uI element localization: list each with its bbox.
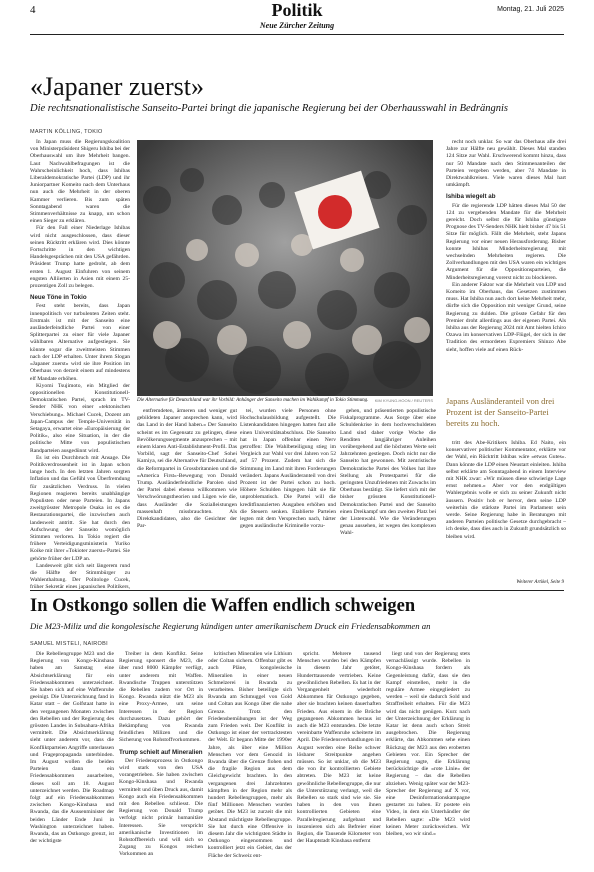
paragraph: tritt des Abe-Kritikers Ishiba. Ed Naito, ein konservativer politischer Kommentator, erklärte vor der Wahl, ein Rücktritt Ishibas wäre «etwas Gutes». Dann könnte die LDP einen Neustart einleiten. Ishiba selbst erklärte am Sonntagabend in einem Interview mit NHK zwar: «Wir müssen diese schwierige Lage ernst nehmen.» Aber vor den endgültigen Wahlergebnis wolle er sich zu seiner Zukunft nicht äussern. Positiv hob er hervor, dem seine LDP weiterhin die stärkste Partei im Parlament sein werde. Seine Regierung habe in Beratungen mit anderen Parteien politische Gesetze durchgebracht – ich denke, dass dies auch in Zukunft grundsätzlich so bleiben wird. [446, 440, 566, 540]
paragraph: liegt und von der Regierung stets vernachlässigt wurde. Rebellen in Kongo-Kinshasa fordern als Gegenleistung dafür, dass sie den Kampf einstellen, mehr in die reguläre Armee eingegliedert zu werden – weil sie dadurch Sold und Straffreiheit erhalten. Für die M23 wird das nicht genügen. Kurz nach der Unterzeichnung der Erklärung in Katar ist denn auch schon Streit ausgebrochen. Die Regierung erklärte, das Abkommen sehe einen Rückzug der M23 aus den eroberten Gebieten vor. Ein Sprecher der Regierung sagte, die Erklärung berücksichtige die «rote Linie» der Regierung – das die Rebellen abziehen. Wenig später war der M23-Sprecher der Regierung auf X vor, eine Desinformationskampagne gestartet zu haben. Er postete ein Video, in dem ein Unterhändler der Rebellen sagte: «Die M23 wird keinen Meter zurückweichen. Wir bleiben, wo wir sind.» [386, 651, 470, 838]
article-column-lower-1 [137, 408, 237, 584]
subhead: Ishiba wiegelt ab [446, 193, 496, 201]
article-column-lower-4 [446, 440, 566, 580]
paragraph: Treiber in dem Konflikt. Seine Regierung sponsert die M23, die über rund 8000 Kämpfer verfügt, unter anderem mit Waffen. Rwandische Truppen unterstützen die Rebellen zudem vor Ort in Kongo. Rwanda nützt die M23 als eine Proxy-Armee, um seine Interessen in der Region durchzusetzen. Dazu gehört der Bekämpfung von Rwanda feindlichen Milizen und die Sicherung von Rohstoffvorkommen. [119, 651, 203, 744]
article2-headline[interactable]: In Ostkongo sollen die Waffen endlich schweigen [30, 596, 416, 616]
photo-credit: KIM KYUNG-HOON / REUTERS [374, 398, 433, 403]
subhead: Neue Töne in Tokio [30, 294, 87, 302]
article-column-lower-2 [240, 408, 336, 584]
paragraph: Es ist ein Durchbruch mit Ansage. Die Politikverdrossenheit ist in Japan schon lange hoch. In den letzten Jahren sorgten Inflation und das Gefühl von Überfremdung für zusätzlichen Verdruss. In vielen Regionen reagieren bereits unabhängige Populisten oder neue Parteien. In Japans zweitgrösster Metropole Osaka ist es die Restaurationspartei, die inzwischen auch landesweit antritt. Sie hat durch den Aufschwung der Sanseito womöglich Stimmen verloren. In Tokio regiert die frühere Verteidigungsministerin Yuriko Koike mit ihrer «Tokioter zuerst»-Partei. Sie gehörte früher der LDP an. [30, 454, 130, 562]
cross-reference[interactable]: Weiterer Artikel, Seite 9 [516, 580, 564, 585]
section-title: Politik [271, 0, 323, 20]
paragraph: Fest steht bereits, dass Japan innenpolitisch vor turbulenten Zeiten steht. Erstmals ist mit der Sanseito eine ausländerfeindliche Partei von einer Splitterpartei zu einer für viele Japaner wählbaren Alternative aufgestiegen. Sie könnte sogar die zweitmeisten Stimmen nach der LDP erhalten. Unter ihrem Slogan «Japaner zuerst» wird sie ihre Position im Oberhaus von derzeit einem auf mindestens elf Mandate erhöhen. [30, 303, 130, 382]
article2-byline: SAMUEL MISTELI, NAIROBI [30, 641, 108, 647]
paragraph: Die Rebellengruppe M23 und die Regierung von Kongo-Kinshasa haben am Samstag eine Absichtserklärung für ein Friedensabkommen unterzeichnet. Sie haben sich auf eine Waffenruhe geeinigt. Die Unterzeichnung fand in Katar statt – der Golfstaat hatte in den vergangenen Monaten zwischen den Rebellen und der Regierung des grössten Landes in Subsahara-Afrika vermittelt. Die Absichtserklärung sieht unter anderem vor, dass die Konfliktparteien Angriffe unterlassen und Fragepropaganda unterbinden. Im August wollen die beiden Parteien dann ein Friedensabkommen ausarbeiten, dieses soll am 18. August unterzeichnet werden. Die Roadmap folgt auf ein Friedensabkommen zwischen Kongo-Kinshasa und Rwanda, das die Aussenminister der beiden Länder Ende Juni in Washington unterzeichnet haben. Rwanda, das an Ostkongo grenzt, ist der wichtigste [30, 651, 114, 845]
paragraph: Kiyomi Tsujimoto, ein Mitglied der oppositionellen Konstitutionell-Demokratischen Partei, sprach im TV-Sender NHK von einer «tektonischen Verschiebung». Michael Cucek, Dozent am Japan-Campus der Temple-Universität in Setagaya, erwartet eine «Europäisierung der Politik», also eine Situation, in der die politische Mitte von populistischen Randparteien ausgedünnt wird. [30, 382, 130, 454]
issue-date: Montag, 21. Juli 2025 [497, 6, 564, 13]
article-photo[interactable] [137, 140, 433, 396]
header-rule [30, 34, 564, 35]
pull-quote: Japans Ausländeranteil von drei Prozent ist der Sanseito-Partei bereits zu hoch. [446, 396, 555, 428]
paragraph: Der Friedensprozess in Ostkongo wird stark von den USA vorangetrieben. Sie haben zwischen Kongo-Kinshasa und Rwanda vermittelt und üben Druck aus, damit Kongo auch ein Friedensabkommen mit den Rebellen schliesst. Die Regierung von Donald Trump verfolgt nicht primär humanitäre Interessen. Sie verspricht amerikanische Investitionen im Rohstoffbereich und will sich so Zugang zu Kongos reichen Vorkommen an [119, 757, 203, 858]
paragraph: Landesweit gibt sich seit längerem rund die Hälfte der Stimmbürger zu Wahlenthaltung. Der Politologe Cucek, früher Sekretär eines japanischen Politikers, [30, 562, 130, 589]
paragraph: recht noch unklar. So war das Oberhaus alle drei Jahre zur Hälfte neu gewählt. Dieses Mal standen 124 Sitze zur Wahl. Erschwerend kommt hinzu, dass nur 50 Mandate nach den Stimmenanteilen der Parteien vergeben werden, aber 74 Mandate in Direktwahlkreisen. Viele waren dieses Mal hart umkämpft. [446, 139, 566, 189]
paragraph: kritischen Mineralien wie Lithium oder Coltan sichern. Offenbar gibt es auch Pläne, kongolesische Mineralien in einer neuen Schmelzerei in Rwanda zu verarbeiten. Bisher beteiligte sich Rwanda am Schmuggel von Gold und Coltan aus Kongo über die nahe Grenze. Trotz den Friedensbemühungen ist der Weg zum Frieden weit. Der Konflikt in Ostkongo ist einer der vertracktesten der Welt. Er begann Mitte der 1990er Jahre, als über eine Million Menschen vor dem Genozid in Rwanda über die Grenze flohen und die fragile Region aus dem Gleichgewicht brachten. In den vergangenen drei Jahrzehnten kämpften in der Region mehr als hundert Rebellengruppen, mehr als fünf Millionen Menschen wurden getötet. Die M23 ist zurzeit die mit Abstand mächtigste Rebellengruppe. Sie hat durch eine Offensive in diesem Jahr die wichtigsten Städte in Ostkongo eingenommen und kontrolliert jetzt ein Gebiet, das der Fläche der Schweiz ent- [208, 651, 292, 859]
paragraph: Ein anderer Faktor war die Mehrheit von LDP und Komeito im Oberhaus, das Gesetzen zustimmen muss. Hat Ishiba nun auch dort keine Mehrheit mehr, dürfte sich die Opposition mit weniger Grund, seine Regierung zu dulden. Die grösste Gefahr für den Premier droht allerdings aus der eigenen Partei. Als Ishiba aus der Regierung 2024 mit Amt hielten Ichiro Ozawa im konservativen LDP-Flügel, der sich in der Tradition des ermordeten Expremiers Shinzo Abe sieht, hoffen viele auf einen Rück- [446, 281, 566, 353]
paragraph: Für die regierende LDP hätten dieses Mal 50 der 124 zu vergebenden Mandate für die Mehrheit gereicht. Doch selbst die für Ishiba günstigste Prognose des TV-Senders NHK hielt bisher 47 bis 51 Sitze für möglich. Fällt die Mehrheit, steht Japans Regierung vor einer neuen Herausforderung. Bisher konnte Ishibas Minderheitsregierung mit wechselnden Mehrheiten regieren. Die Zollverhandlungen mit den USA waren ein wichtiges Argument für die Oppositionsparteien, die Minderheitsregierung vorerst nicht zu blockieren. [446, 202, 566, 281]
paragraph: tei, wurden viele Personen ohne Hochschulausbildung aufgestellt. Die Listenkandidaten hingegen hatten fast alle einen Universitätsabschluss. Die Sanseito hat in Japan offenbar einen Nerv getroffen: Die Wahlbeteiligung stieg im Vergleich zur Wahl vor drei Jahren von 52 auf 57 Prozent. Zudem hat sich die Stimmung im Land mit ihren Forderungen verändert. Japans Ausländeranteil von drei Prozent ist der Partei schon zu hoch. Höhere Schulden hingegen hält sie für unproblematisch. Die Partei will die kreditfinanzierten Ausgaben erhöhen und die Steuern senken. Etablierte Parteien legten mit dem Versprechen nach, härter gegen ausländische Kriminelle vorzu- [240, 408, 336, 530]
article2-column-4 [297, 651, 381, 863]
article2-column-3 [208, 651, 292, 863]
article-divider [30, 590, 564, 591]
article-column-4 [446, 139, 566, 389]
paragraph: Für den Fall einer Niederlage Ishibas wird nicht ausgeschlossen, dass dieser seinen Rücktritt erklären wird. Dies könnte Fortschritte in den wichtigen Handelsgesprächen mit den USA gefährden. Präsident Trump hatte gedroht, ab dem ersten 1. August Einfuhren von seinem engsten Alliierten in Asien mit einem 25-prozentigen Zoll zu belegen. [30, 225, 130, 290]
paragraph: In Japan muss die Regierungskoalition von Ministerpräsident Shigeru Ishiba bei der Oberhauswahl um ihre Mehrheit bangen. Laut Nachwahlbefragungen ist die Wahrscheinlichkeit hoch, dass Ishibas Liberaldemokratische Partei (LDP) und ihr Juniorpartner Komeito nach dem Unterhaus nun auch die Mehrheit in der oberen Kammer verlieren. Bis zum späten Sonntagabend waren die Stimmenverhältnisse zu knapp, um schon einen Sieger zu erklären. [30, 139, 130, 225]
article2-deck: Die M23-Miliz und die kongolesische Regierung kündigen unter amerikanischem Druck ein Friedensabkommen an [30, 621, 431, 631]
article-column-lower-3 [340, 408, 436, 584]
paragraph: entfremdeten, ärmeren und weniger gut gebildeten Japaner ansprechen kann, wird das Land in der Hand haben.» Der Sanseito scheint es im Gegensatz zu gelingen, diese Bevölkerungssegmente anzusprechen – mit einem klaren Anti-Establishment-Profil. Das Vorbild, sagt der Sanseito-Chef Sohei Kamiya, sei die Alternative für Deutschland, die Reformpartei in Grossbritannien und die «America First»-Bewegung von Donald Trump. Ausländerfeindliche Parolen sind der Partei dabei ebenso willkommen wie Verschwörungstheorien und Lügen wie die, dass Ausländer die Sozialleistungen massenhaft missbrauchten. Als Direktkandidaten, also die Gesichter der Par- [137, 408, 237, 530]
article2-column-5 [386, 651, 470, 863]
photo-caption: Die Alternative für Deutschland war ihr Vorbild: Anhänger der Sanseito machen im Wahlkampf in Tokio Stimmung. [137, 398, 369, 403]
article-headline[interactable]: «Japaner zuerst» [30, 72, 204, 101]
paragraph: spricht. Mehrere tausend Menschen wurden bei den Kämpfen in diesem Jahr getötet, Hunderttausende vertrieben. Keine gewöhnlichen Rebellen. Es hat in der Vergangenheit wiederholt Abkommen für Ostkongo gegeben, aber sie brachten keinen dauerhaften Frieden. Aus einem in die Brüche gegangenen Abkommen heraus ist auch die M23 entstanden. Die letzte vereinbarte Waffenruhe scheiterte im April. Die Friedensverhandlungen im August werden eine Reihe schwer lösbarer Streitpunkte angehen müssen. So ist unklar, ob die M23 die von ihr kontrollierten Gebiete abtreten. Die M23 ist keine gewöhnliche Rebellengruppe, die nur die Unterstützung verlangt, weil die Rebellen so stark sind wie sie. Sie haben in den von ihnen kontrollierten Gebieten eine Parallelregierung aufgebaut und inszenieren sich als Befreier einer Region, die Tausende Kilometer von der Hauptstadt Kinshasa entfernt [297, 651, 381, 845]
article-byline: MARTIN KÖLLING, TOKIO [30, 129, 103, 135]
article-column-1 [30, 139, 130, 589]
article-deck: Die rechtsnationalistische Sanseito-Partei bringt die japanische Regierung bei der Oberhausswahl in Bedrängnis [30, 103, 508, 114]
newspaper-name: Neue Zürcher Zeitung [259, 21, 335, 30]
paragraph: gehen, und präsentierten populistische Fiskalprogramme. Aus Sorge über eine Schuldenkrise in dem hochverschuldeten Land sind daher vorige Woche die Renditen langjähriger Anleihen vorübergehend auf die höchsten Werte seit Jahrzehnten gestiegen. Doch nicht nur die Sanseito hat gewonnen. Mit zentristische Demokratische Partei des Volkes hat ihre Stellung als Protestpartei für die geringsten Unzufriedenen mit Zuwachs im Oberhaus bestätigt. Sie liefert sich mit der bisher grössten Konstitutionell-Demokratischen Partei und der Sanseito einen Dreikampf um den zweiten Platz bei der Listenwahl. Wie die Veränderungen genau aussehen, ist wegen des komplexen Wahl- [340, 408, 436, 537]
crowd-image [137, 140, 433, 396]
article2-column-2 [119, 651, 203, 863]
page-number: 4 [30, 4, 36, 16]
article2-column-1 [30, 651, 114, 863]
subhead: Trump schielt auf Mineralien [119, 748, 203, 756]
